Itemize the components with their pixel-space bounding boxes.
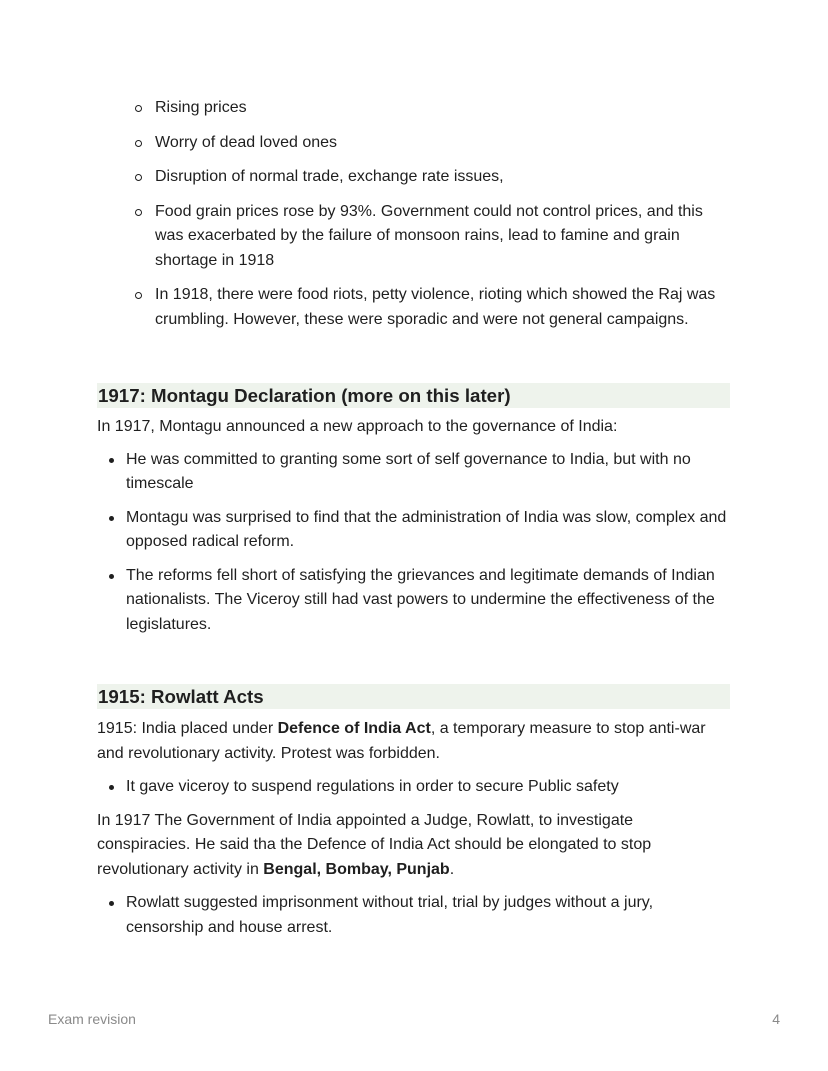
page-content [97,96,730,949]
list-item: It gave viceroy to suspend regulations in order to secure Public safety [126,775,730,800]
text-span: . [449,860,455,878]
page-number: 4 [772,1011,780,1027]
text-span: 1915: India placed under [97,720,278,737]
list-item: Food grain prices rose by 93%. Government could not control prices, and this was exacerbated by the failure of monsoon rains, lead to famine and grain shortage in 1918 [155,200,730,274]
footer-label: Exam revision [48,1011,136,1027]
list-item: The reforms fell short of satisfying the grievances and legitimate demands of Indian nationalists. The Viceroy still had vast powers to undermine the effectiveness of the legislatures. [126,564,730,638]
list-item: He was committed to granting some sort of self governance to India, but with no timescale [126,448,730,497]
list-item: Montagu was surprised to find that the administration of India was slow, complex and opposed radical reform. [126,506,730,555]
rowlatt-bullet-list-2 [97,891,730,940]
list-item: In 1918, there were food riots, petty violence, rioting which showed the Raj was crumbling. However, these were sporadic and were not general campaigns. [155,283,730,332]
bold-text: Defence of India Act [277,720,431,737]
montagu-bullet-list [97,448,730,638]
list-item: Rowlatt suggested imprisonment without trial, trial by judges without a jury, censorship and house arrest. [126,891,730,940]
list-item: Rising prices [155,96,730,121]
list-item: Worry of dead loved ones [155,131,730,156]
list-item: Disruption of normal trade, exchange rate issues, [155,165,730,190]
effects-sub-list [97,96,730,332]
rowlatt-bullet-list-1 [97,775,730,800]
rowlatt-heading: 1915: Rowlatt Acts [97,684,730,709]
bold-text: Bengal, Bombay, Punjab [263,860,450,878]
text-span: , a temporary measure to stop anti-war and revolutionary activity. Protest was forbidden. [97,720,706,762]
text-span: In 1917 The Government of India appointed a Judge, Rowlatt, to investigate conspiracies. He said tha the Defence of India Act should be elongated to stop revolutionary activity in [97,811,652,878]
rowlatt-paragraph-2 [97,809,730,883]
montagu-heading: 1917: Montagu Declaration (more on this later) [97,383,730,408]
montagu-intro: In 1917, Montagu announced a new approach to the governance of India: [97,418,618,435]
rowlatt-paragraph-1 [97,717,730,766]
